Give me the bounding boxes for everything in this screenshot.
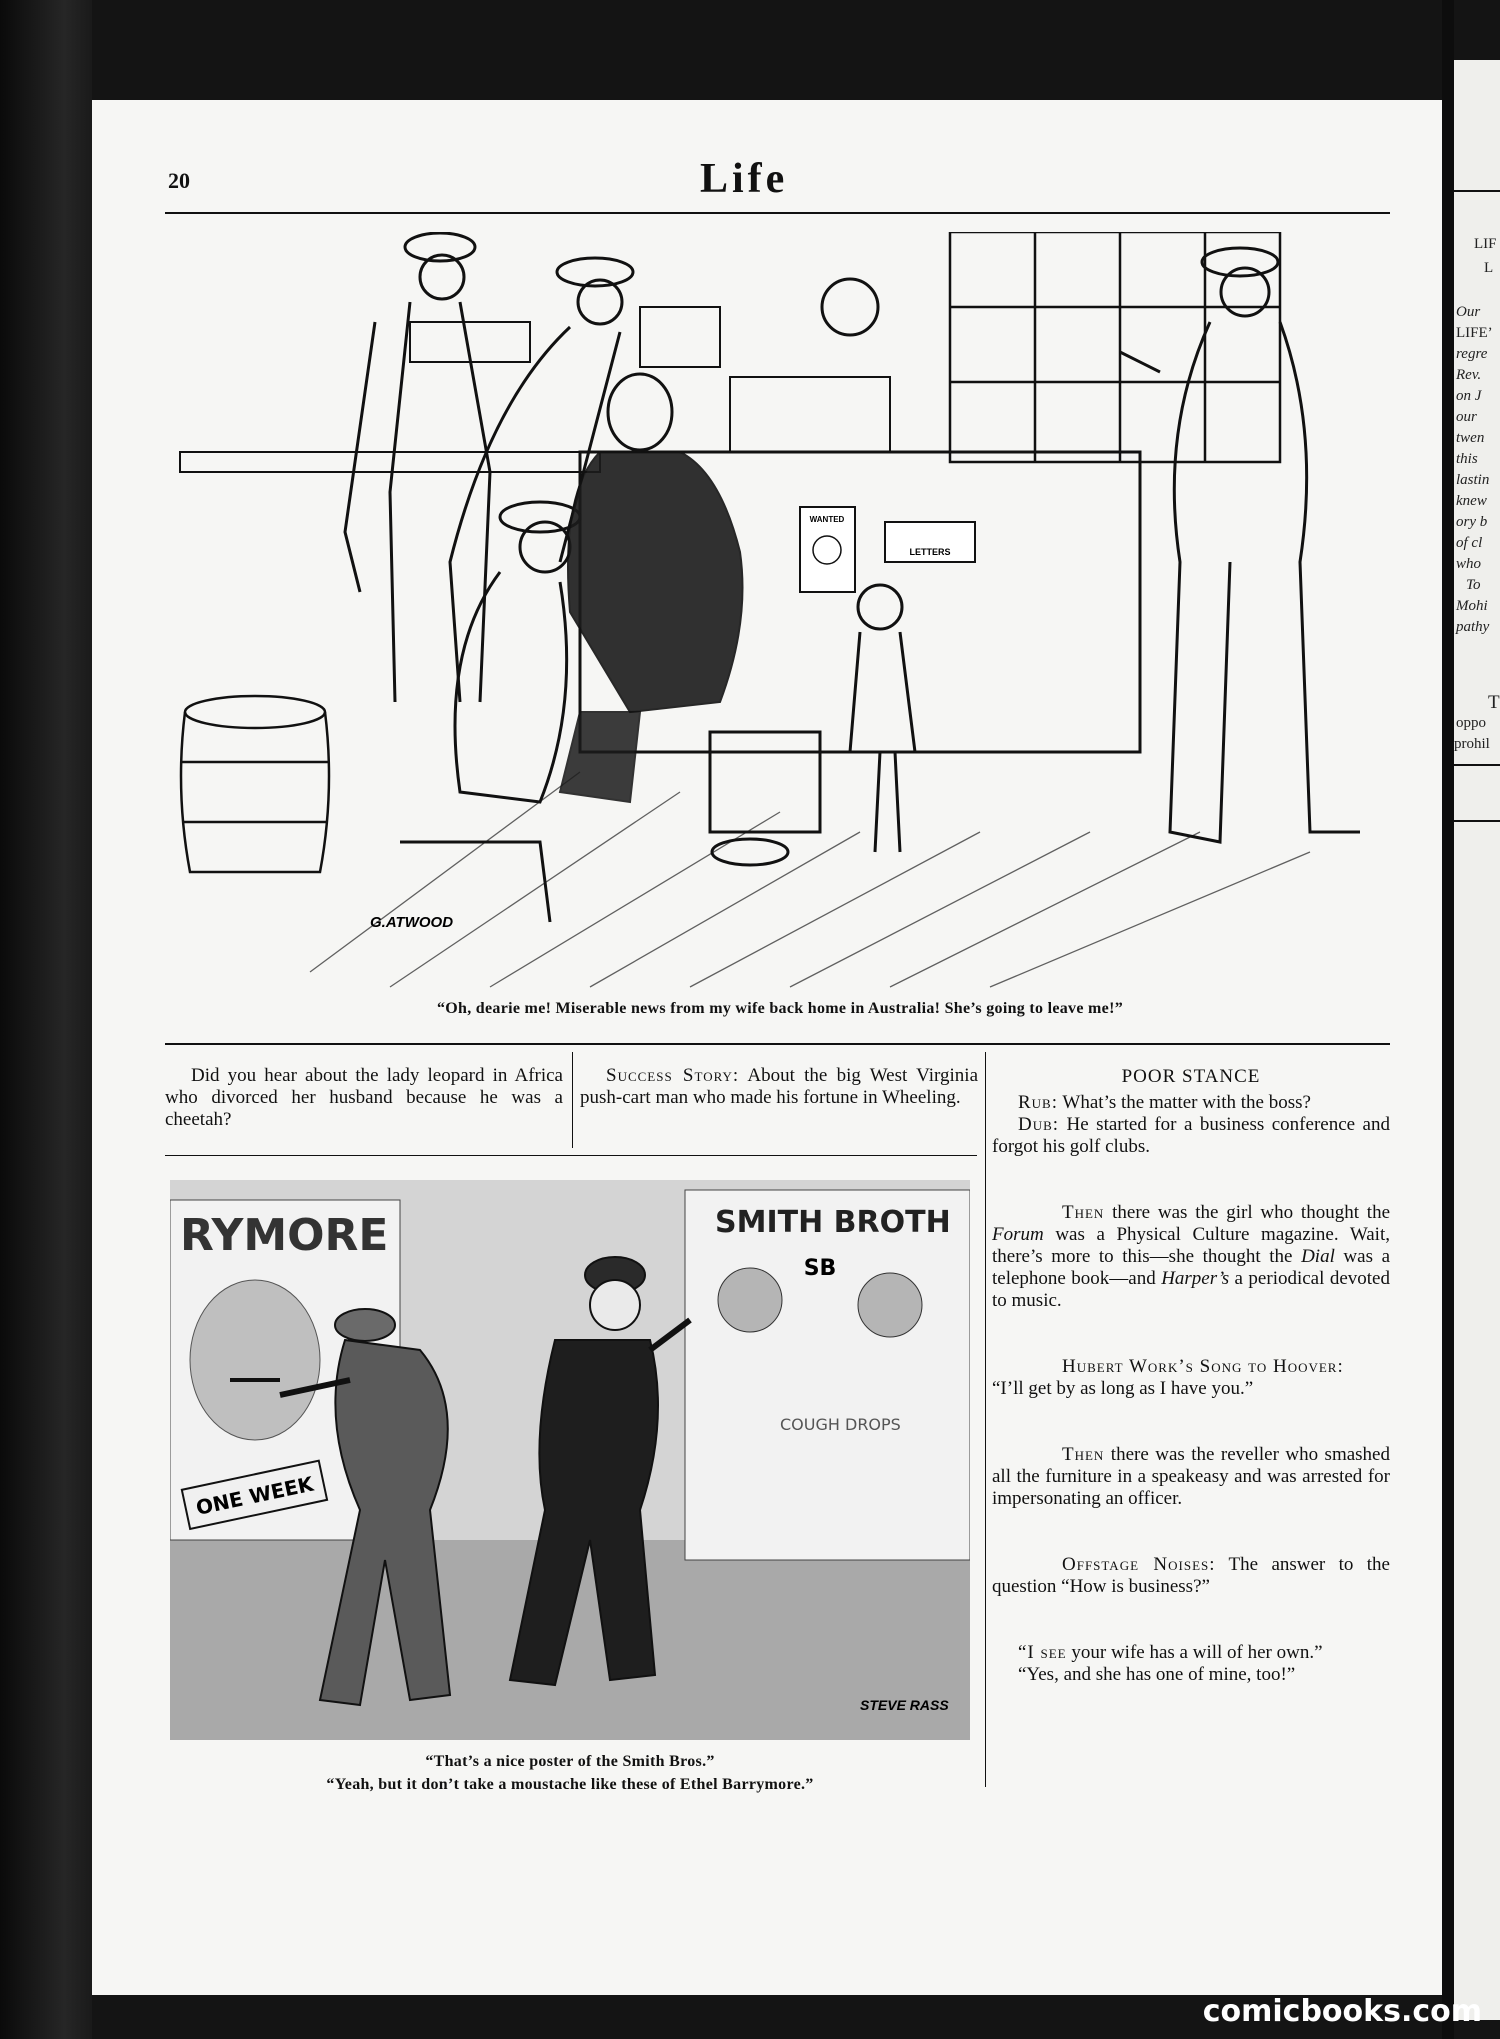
adjacent-text: of cl bbox=[1456, 535, 1483, 551]
section-rule bbox=[165, 1043, 1390, 1045]
will-text: your wife has a will of her own.” bbox=[1066, 1642, 1323, 1663]
joke-success-story bbox=[580, 1065, 978, 1109]
poor-stance-heading: POOR STANCE bbox=[1121, 1066, 1261, 1087]
then1-text-d: a periodical devoted to music. bbox=[992, 1268, 1390, 1311]
wanted-sign: WANTED bbox=[809, 515, 845, 524]
forum-title: Forum bbox=[992, 1224, 1044, 1245]
will-reply: “Yes, and she has one of mine, too!” bbox=[1018, 1664, 1296, 1685]
top-cartoon-illustration bbox=[160, 232, 1390, 992]
rub-text: What’s the matter with the boss? bbox=[1058, 1092, 1311, 1113]
top-cartoon-signature: G.ATWOOD bbox=[370, 914, 454, 931]
poster-cough-drops: COUGH DROPS bbox=[780, 1415, 901, 1434]
poster-rymore: RYMORE bbox=[180, 1210, 389, 1261]
then1-text-b: was a Physical Culture magazine. Wait, there’s more to this—she thought the bbox=[992, 1224, 1390, 1267]
right-column-divider bbox=[985, 1052, 986, 1787]
jokes-rule bbox=[165, 1155, 977, 1156]
scan-dark-edge bbox=[0, 0, 92, 2039]
rub-label: Rub: bbox=[1018, 1092, 1059, 1113]
joke-success-text: About the big West Virginia push-cart man who made his fortune in Wheeling. bbox=[580, 1065, 978, 1108]
dub-label: Dub: bbox=[1018, 1114, 1060, 1135]
offstage-text: The answer to the question “How is business?” bbox=[992, 1554, 1390, 1597]
adjacent-text: ory b bbox=[1456, 514, 1488, 530]
dial-title: Dial bbox=[1301, 1246, 1335, 1267]
adjacent-text: lastin bbox=[1456, 472, 1490, 488]
adjacent-text: on J bbox=[1456, 388, 1482, 404]
will-lead: “I see bbox=[1018, 1642, 1067, 1663]
adjacent-text: this bbox=[1456, 451, 1478, 467]
bottom-cartoon-caption-line2: “Yeah, but it don’t take a moustache like these of Ethel Barrymore.” bbox=[326, 1776, 814, 1793]
header-rule bbox=[165, 212, 1390, 214]
adjacent-page-edge bbox=[1454, 60, 1500, 2020]
then-reveller-joke bbox=[992, 1444, 1390, 1510]
offstage-lead: Offstage Noises: bbox=[1062, 1554, 1216, 1575]
then1-lead: Then bbox=[1062, 1202, 1105, 1223]
joke-leopard-text: Did you hear about the lady leopard in Africa who divorced her husband because he was a cheetah? bbox=[165, 1065, 563, 1130]
adjacent-text: LIFE’ bbox=[1456, 325, 1493, 341]
joke-leopard bbox=[165, 1065, 563, 1131]
adjacent-rule bbox=[1454, 764, 1500, 766]
adjacent-text: L bbox=[1484, 260, 1494, 276]
adjacent-text: our bbox=[1456, 409, 1477, 425]
dub-text: He started for a business conference and forgot his golf clubs. bbox=[992, 1114, 1390, 1157]
adjacent-text: regre bbox=[1456, 346, 1488, 362]
adjacent-text: Our bbox=[1456, 304, 1481, 320]
adjacent-rule bbox=[1454, 820, 1500, 822]
adjacent-text: twen bbox=[1456, 430, 1485, 446]
watermark-text: comicbooks.com bbox=[1202, 1994, 1482, 2029]
magazine-title: Life bbox=[700, 156, 789, 202]
adjacent-text: T bbox=[1488, 692, 1500, 713]
bottom-cartoon-illustration bbox=[170, 1180, 970, 1740]
offstage-noises-joke bbox=[992, 1554, 1390, 1598]
adjacent-text: Mohi bbox=[1456, 598, 1488, 614]
adjacent-text: Rev. bbox=[1456, 367, 1482, 383]
poster-sb: SB bbox=[803, 1256, 837, 1281]
page-gutter bbox=[1442, 0, 1454, 2039]
adjacent-rule bbox=[1454, 190, 1500, 192]
right-column bbox=[992, 1066, 1390, 1686]
then2-lead: Then bbox=[1062, 1444, 1105, 1465]
poster-one-week: ONE WEEK bbox=[193, 1471, 316, 1520]
poster-smith-brothers: SMITH BROTH bbox=[715, 1205, 951, 1240]
then-forum-joke bbox=[992, 1202, 1390, 1312]
adjacent-text: knew bbox=[1456, 493, 1487, 509]
adjacent-text: prohil bbox=[1454, 736, 1490, 752]
top-cartoon-caption: “Oh, dearie me! Miserable news from my wife back home in Australia! She’s going to leave me!” bbox=[436, 1000, 1124, 1017]
hubert-lead: Hubert Work’s Song to Hoover: bbox=[1062, 1356, 1344, 1377]
joke-success-lead: Success Story: bbox=[606, 1065, 740, 1086]
adjacent-text: LIF bbox=[1474, 236, 1497, 252]
column-divider bbox=[572, 1052, 573, 1148]
then1-text-c: was a telephone book—and bbox=[992, 1246, 1391, 1289]
page-number: 20 bbox=[168, 168, 190, 193]
adjacent-text: who bbox=[1456, 556, 1482, 572]
will-joke bbox=[992, 1642, 1390, 1664]
letters-sign: LETTERS bbox=[909, 547, 951, 557]
adjacent-text: To bbox=[1466, 577, 1481, 593]
bottom-cartoon-signature: STEVE RASS bbox=[860, 1697, 949, 1713]
then2-text: there was the reveller who smashed all the furniture in a speakeasy and was arrested for impersonating an officer. bbox=[992, 1444, 1390, 1509]
adjacent-text: pathy bbox=[1456, 619, 1490, 635]
then1-text-a: there was the girl who thought the bbox=[1104, 1202, 1390, 1223]
harpers-title: Harper’s bbox=[1161, 1268, 1230, 1289]
bottom-cartoon-caption-line1: “That’s a nice poster of the Smith Bros.” bbox=[425, 1753, 715, 1770]
adjacent-text: oppo bbox=[1456, 715, 1486, 731]
hubert-text: “I’ll get by as long as I have you.” bbox=[992, 1378, 1254, 1399]
